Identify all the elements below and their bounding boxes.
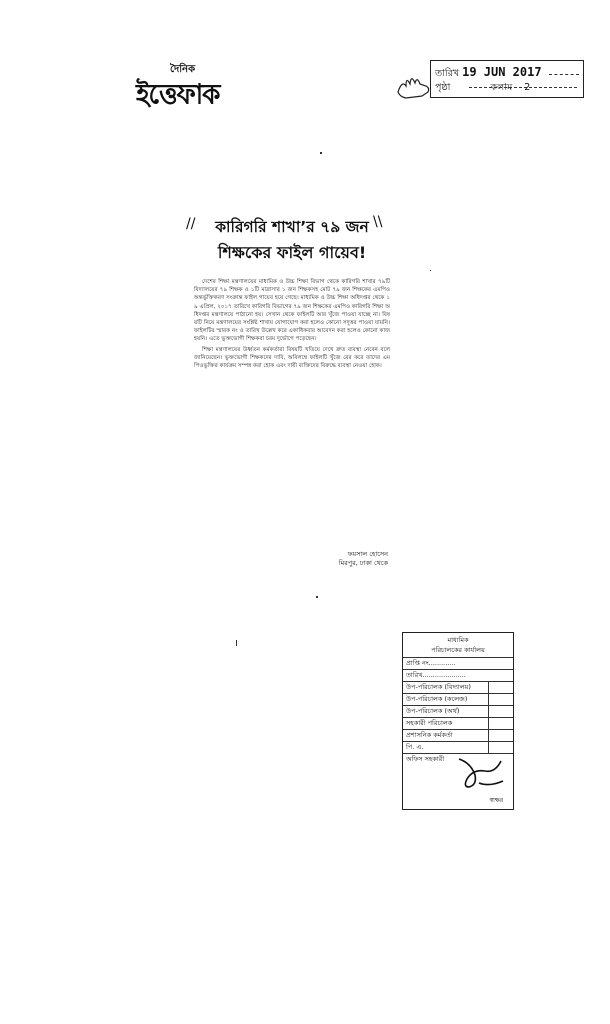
form-field-admin-officer: প্রশাসনিক কর্মকর্তা — [403, 729, 513, 741]
scan-speck — [236, 640, 237, 646]
stamp-date-value: 19 JUN 2017 — [462, 65, 542, 79]
stamp-date-underline — [549, 64, 579, 75]
article-paragraph-2: শিক্ষা মন্ত্রণালয়ের উর্ধ্বতন কর্মকর্তারা বিষয়টি খতিয়ে দেখে দ্রুত ব্যবস্থা নেবেন বলে জানিয়েছেন। ভুক্তভোগী শিক্ষকদের দাবি, অবিলম্বে ফাইলটি খুঁজে বের করে তাদের এমপিওভুক্তির কার্যক্রম সম্পন্ন করা হোক এবং দায়ী ব্যক্তিদের বিরুদ্ধে ব্যবস্থা নেওয়া হোক। — [194, 346, 390, 370]
article-byline — [292, 550, 388, 568]
scan-speck — [316, 596, 318, 598]
newspaper-masthead — [136, 62, 276, 110]
form-signature-label: স্বাক্ষর — [489, 797, 503, 804]
article-headline — [192, 214, 392, 266]
stamp-date-label: তারিখ — [435, 68, 460, 79]
form-field-deputy-director-college: উপ-পরিচালক (কলেজ) — [403, 693, 513, 705]
form-field-date: তারিখ..................... — [403, 669, 513, 681]
form-checkbox — [488, 742, 513, 753]
news-article-clipping — [186, 214, 392, 580]
form-checkbox — [488, 730, 513, 741]
form-field-deputy-director-finance: উপ-পরিচালক (অর্থ) — [403, 705, 513, 717]
masthead-prefix: দৈনিক — [170, 64, 196, 75]
article-body — [194, 278, 390, 370]
masthead-title: ইত্তেফাক — [136, 79, 220, 111]
article-paragraph-1: দেশের শিক্ষা মন্ত্রণালয়ের মাধ্যমিক ও উচ্চ শিক্ষা বিভাগ থেকে কারিগরি শাখার ৭৯টি বিদ্যালয়ের ৭৯ শিক্ষক ও ১টি মাদ্রাসার ১ জন শিক্ষকসহ মোট ৭৯ জন শিক্ষকের এমপিও অন্তর্ভুক্তিকরণ সংক্রান্ত ফাইল গায়েব হয়ে গেছে। মাধ্যমিক ও উচ্চ শিক্ষা অধিদপ্তর থেকে ১৯ এপ্রিল, ২০১৭ তারিখে কারিগরি বিভাগের ৭৯ জন শিক্ষকের এমপিও কারিগরি শিক্ষা অধিদপ্তর মন্ত্রণালয়ে পাঠানো হয়। সেখান থেকে ফাইলটি আর খুঁজে পাওয়া যাচ্ছে না। বিষয়টি নিয়ে মন্ত্রণালয়ের সংশ্লিষ্ট শাখায় যোগাযোগ করা হলেও কোনো সদুত্তর পাওয়া যায়নি। ফাইলটির স্মারক নং ও তারিখ উল্লেখ করে একাধিকবার আবেদন করা হলেও কোনো কাজ হয়নি। এতে ভুক্তভোগী শিক্ষকরা চরম দুর্ভোগে পড়েছেন। — [194, 279, 390, 343]
byline-place: মিরপুর, ঢাকা থেকে — [338, 559, 388, 567]
stamp-column-label: কলাম — [490, 82, 513, 93]
hand-pointer-icon — [396, 72, 432, 100]
form-field-deputy-director-school: উপ-পরিচালক (বিদ্যালয়) — [403, 681, 513, 693]
form-checkbox — [488, 682, 513, 693]
form-subtitle: পরিচালকের কার্যালয় — [431, 646, 485, 654]
form-field-office-assistant: অফিস সহকারী — [403, 753, 513, 765]
form-checkbox — [488, 694, 513, 705]
stamp-date-row — [435, 65, 542, 82]
headline-decoration-left: // — [186, 216, 196, 232]
stamp-column-value: 2 — [524, 82, 531, 93]
scan-speck — [430, 270, 431, 271]
headline-decoration-right: \\ — [373, 214, 383, 230]
byline-name: ফয়সাল হোসেন — [347, 550, 388, 558]
form-field-pa: পি. এ. — [403, 741, 513, 753]
stamp-page-label: পৃষ্ঠা — [435, 82, 451, 93]
stamp-page-row — [435, 81, 530, 96]
office-routing-form — [402, 632, 514, 810]
form-field-assistant-director: সহকারী পরিচালক — [403, 717, 513, 729]
scan-speck — [320, 152, 322, 154]
headline-line-2: শিক্ষকের ফাইল গায়েব! — [217, 243, 367, 262]
clipping-date-stamp — [430, 60, 584, 98]
form-field-receipt-no: প্রাপ্তি নং............. — [403, 657, 513, 669]
form-checkbox — [488, 718, 513, 729]
headline-line-1: কারিগরি শাখা’র ৭৯ জন — [215, 218, 369, 236]
stamp-page-underline — [469, 87, 577, 88]
handwritten-signature-icon — [455, 753, 507, 793]
form-title: মাধ্যমিক — [447, 636, 469, 644]
form-checkbox — [488, 706, 513, 717]
